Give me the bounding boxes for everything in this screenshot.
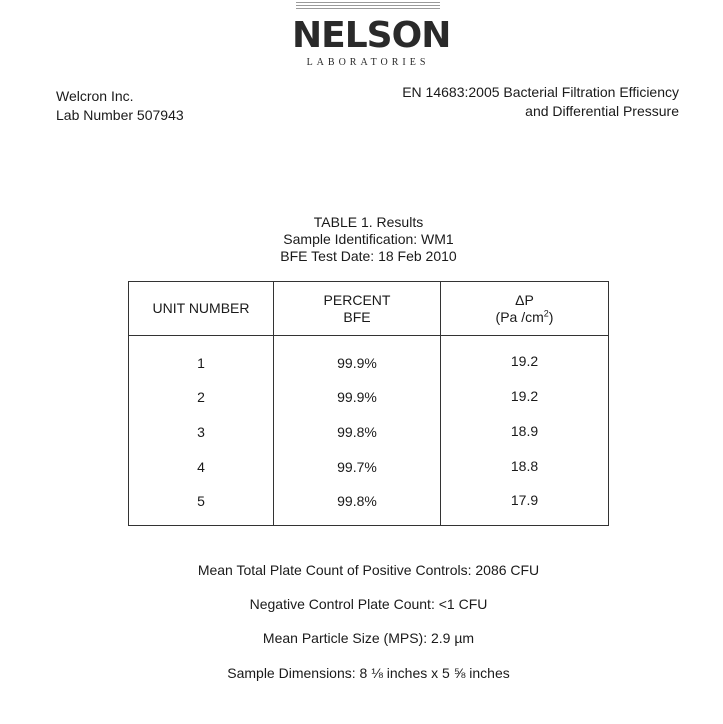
cell-unit: 3	[197, 424, 205, 440]
test-title	[402, 83, 679, 121]
particle-size-note: Mean Particle Size (MPS): 2.9 µm	[262, 630, 475, 646]
cell-bfe: 99.9%	[337, 355, 377, 371]
positive-controls-note: Mean Total Plate Count of Positive Controls: 2086 CFU	[197, 562, 540, 578]
header-unit-number	[129, 282, 273, 335]
table-caption	[0, 214, 723, 265]
logo-rule-lines	[296, 0, 440, 14]
cell-unit: 4	[197, 459, 205, 475]
cell-bfe: 99.9%	[337, 389, 377, 405]
client-company: Welcron Inc.	[56, 88, 134, 104]
negative-control-note: Negative Control Plate Count: <1 CFU	[249, 596, 488, 612]
test-title-line2: and Differential Pressure	[525, 103, 679, 119]
cell-dp: 17.9	[510, 492, 539, 508]
header-unit-label: UNIT NUMBER	[152, 300, 250, 316]
header-dp-label: ΔP	[515, 291, 534, 308]
header-bfe-label: BFE	[343, 308, 371, 325]
cell-unit: 5	[197, 493, 205, 509]
table-title: TABLE 1. Results	[313, 214, 424, 230]
cell-dp: 18.9	[510, 423, 539, 439]
header-percent-label: PERCENT	[323, 291, 391, 308]
cell-dp: 19.2	[510, 388, 539, 404]
lab-number: Lab Number 507943	[56, 107, 184, 123]
logo-subtitle: LABORATORIES	[306, 57, 430, 68]
cell-unit: 1	[197, 355, 205, 371]
client-info	[56, 87, 184, 125]
header-percent-bfe	[274, 282, 440, 335]
cell-unit: 2	[197, 389, 205, 405]
header-dp-unit: (Pa $/cm^2$)	[495, 307, 554, 325]
test-date: BFE Test Date: 18 Feb 2010	[280, 248, 457, 264]
header-delta-p	[441, 282, 608, 335]
cell-dp: 19.2	[510, 353, 539, 369]
cell-bfe: 99.7%	[337, 459, 377, 475]
sample-identification: Sample Identification: WM1	[283, 231, 454, 247]
company-logo: NELSON	[292, 15, 451, 56]
header-divider	[129, 335, 608, 336]
cell-bfe: 99.8%	[337, 493, 377, 509]
cell-bfe: 99.8%	[337, 424, 377, 440]
results-table	[128, 281, 609, 526]
sample-dimensions-note: Sample Dimensions: 8 ⅛ inches x 5 ⅝ inches	[227, 665, 510, 681]
test-title-line1: EN 14683:2005 Bacterial Filtration Efficiency	[402, 84, 679, 100]
cell-dp: 18.8	[510, 458, 539, 474]
